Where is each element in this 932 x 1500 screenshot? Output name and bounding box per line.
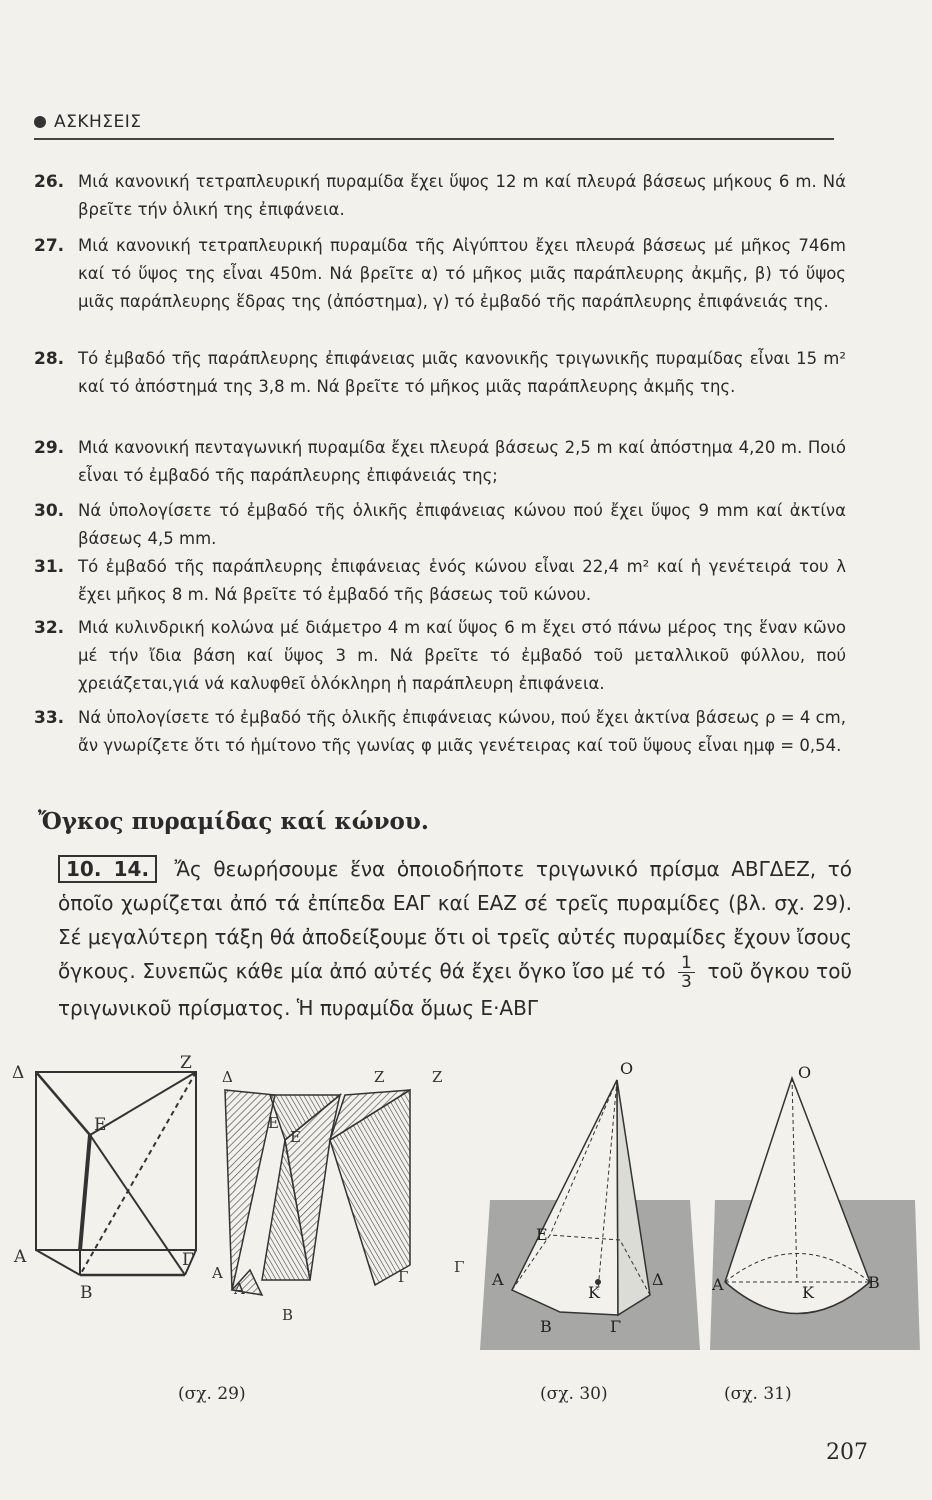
exercise-text: Μιά κανονική πενταγωνική πυραμίδα ἔχει πλευρά βάσεως 2,5 m καί ἀπόστημα 4,20 m. Ποιό εἶναι τό ἐμβαδό τῆς παράπλευρης ἐπιφάνειάς της;: [78, 438, 846, 485]
figure-31-cone: [710, 1078, 920, 1350]
fig29b-label-G2: Γ: [454, 1258, 465, 1276]
figure-29-pyramids: [225, 1090, 410, 1295]
fig31-label-O: O: [798, 1063, 812, 1082]
exercise-text: Μιά κυλινδρική κολώνα μέ διάμετρο 4 m καί ὕψος 6 m ἔχει στό πάνω μέρος της ἕναν κῶνο μέ τήν ἴδια βάση καί ὕψος 3 m. Νά βρεῖτε τό ἐμβαδό τοῦ μεταλλικοῦ φύλλου, πού χρειάζεται,γιά νά καλυφθεῖ ὁλόκληρη ἡ παράπλευρη ἐπιφάνεια.: [78, 618, 846, 693]
exercise-text: Μιά κανονική τετραπλευρική πυραμίδα ἔχει ὕψος 12 m καί πλευρά βάσεως μήκους 6 m. Νά βρεῖτε τήν ὁλική της ἐπιφάνεια.: [78, 172, 846, 219]
exercise-29: [34, 434, 846, 490]
figure-29-prism: [36, 1072, 196, 1275]
header-title: ΑΣΚΗΣΕΙΣ: [54, 112, 142, 132]
exercise-text: Νά ὑπολογίσετε τό ἐμβαδό τῆς ὁλικῆς ἐπιφάνειας κώνου πού ἔχει ὕψος 9 mm καί ἀκτίνα βάσεως 4,5 mm.: [78, 501, 846, 548]
exercise-text: Μιά κανονική τετραπλευρική πυραμίδα τῆς Αἰγύπτου ἔχει πλευρά βάσεως μέ μῆκος 746m καί τό ὕψος της εἶναι 450m. Νά βρεῖτε α) τό μῆκος μιᾶς παράπλευρης ἀκμῆς, β) τό ὕψος μιᾶς παράπλευρης ἕδρας της (ἀπόστημα), γ) τό ἐμβαδό τῆς παράπλευρης ἐπιφάνειάς της.: [78, 236, 846, 311]
exercise-text: Τό ἐμβαδό τῆς παράπλευρης ἐπιφάνειας ἑνός κώνου εἶναι 22,4 m² καί ἡ γενέτειρά του λ ἔχει μῆκος 8 m. Νά βρεῖτε τό ἐμβαδό τῆς βάσεως τοῦ κώνου.: [78, 557, 846, 604]
fig29-label-B: B: [80, 1283, 93, 1303]
fig29b-label-E1: E: [268, 1114, 279, 1132]
fig30-label-K: K: [588, 1283, 600, 1302]
figures: [0, 1050, 932, 1400]
fig29b-label-A1: A: [212, 1264, 223, 1282]
fig30-label-A: A: [492, 1270, 504, 1289]
fraction-numerator: 1: [678, 954, 695, 973]
fig29-label-Z: Z: [180, 1053, 192, 1073]
fig29b-label-Z1: Z: [374, 1068, 385, 1086]
theorem-text: Ἄς θεωρήσουμε ἕνα ὁποιοδήποτε τριγωνικό πρίσμα ΑΒΓΔΕΖ, τό ὁποῖο χωρίζεται ἀπό τά ἐπίπεδα ΕΑΓ καί ΕΑΖ σέ τρεῖς πυραμίδες (βλ. σχ. 29). Σέ μεγαλύτερη τάξη θά ἀποδείξουμε ὅτι οἱ τρεῖς αὐτές πυραμίδες ἔχουν ἴσους ὄγκους. Συνεπῶς κάθε μία ἀπό αὐτές θά ἔχει ὄγκο ἴσο: [58, 857, 853, 983]
bullet-icon: [34, 116, 46, 128]
exercise-text: Τό ἐμβαδό τῆς παράπλευρης ἐπιφάνειας μιᾶς κανονικῆς τριγωνικῆς πυραμίδας εἶναι 15 m² καί τό ἀπόστημά της 3,8 m. Νά βρεῖτε τό μῆκος μιᾶς παράπλευρης ἀκμῆς της.: [78, 349, 846, 396]
caption-fig-29: (σχ. 29): [178, 1384, 246, 1404]
fig30-label-B: B: [540, 1317, 552, 1336]
exercise-number: 28.: [34, 349, 65, 369]
fig31-label-A: A: [712, 1275, 724, 1294]
fig29-label-A: A: [14, 1247, 27, 1267]
exercise-number: 33.: [34, 708, 65, 728]
exercise-32: [34, 614, 846, 698]
exercise-number: 32.: [34, 618, 65, 638]
section-header: [34, 112, 834, 140]
fig29-label-D: Δ: [12, 1063, 25, 1083]
fig29b-label-E2: E: [290, 1128, 301, 1146]
fig29-label-G: Γ: [182, 1250, 194, 1270]
exercise-number: 26.: [34, 172, 65, 192]
caption-fig-31: (σχ. 31): [724, 1384, 792, 1404]
fig29b-label-Z2: Z: [432, 1068, 443, 1086]
fig30-label-D: Δ: [652, 1270, 664, 1289]
theorem-label: 10. 14.: [58, 855, 157, 883]
section-title: Ὄγκος πυραμίδας καί κώνου.: [38, 808, 429, 835]
exercise-30: [34, 497, 846, 553]
figure-30-pyramid-cone: [480, 1080, 700, 1350]
exercise-26: [34, 168, 846, 224]
fig31-label-B: B: [868, 1273, 880, 1292]
fig31-label-K: K: [802, 1283, 814, 1302]
fig29b-label-G1: Γ: [398, 1268, 409, 1286]
exercise-27: [34, 232, 846, 316]
fig29-label-E: E: [94, 1115, 107, 1135]
fig29b-label-A2: A: [234, 1280, 245, 1298]
exercise-31: [34, 553, 846, 609]
fraction-denominator: 3: [681, 972, 692, 992]
fig30-label-E: E: [536, 1225, 548, 1244]
fig30-label-O: O: [620, 1059, 634, 1078]
theorem-paragraph: [58, 852, 852, 1025]
exercise-number: 30.: [34, 501, 65, 521]
theorem-tail-pre: μέ τό: [611, 959, 666, 983]
exercise-text: Νά ὑπολογίσετε τό ἐμβαδό τῆς ὁλικῆς ἐπιφάνειας κώνου, πού ἔχει ἀκτίνα βάσεως ρ = 4 cm, ἄν γνωρίζετε ὅτι τό ἡμίτονο τῆς γωνίας φ μιᾶς γενέτειρας καί τοῦ ὕψους εἶναι ημφ = 0,54.: [78, 708, 846, 755]
page-number: 207: [826, 1440, 868, 1465]
fraction: [678, 954, 695, 991]
fig29b-label-D: Δ: [222, 1068, 233, 1086]
exercise-number: 29.: [34, 438, 65, 458]
exercise-number: 31.: [34, 557, 65, 577]
exercise-28: [34, 345, 846, 401]
fig30-label-G: Γ: [610, 1317, 622, 1336]
fig29b-label-B: B: [282, 1306, 294, 1324]
exercise-33: [34, 704, 846, 760]
theorem-tail-post: τοῦ ὄγκου τοῦ τριγωνικοῦ πρίσματος. Ἡ πυραμίδα ὅμως Ε·ΑΒΓ: [58, 959, 852, 1020]
caption-fig-30: (σχ. 30): [540, 1384, 608, 1404]
exercise-number: 27.: [34, 236, 65, 256]
